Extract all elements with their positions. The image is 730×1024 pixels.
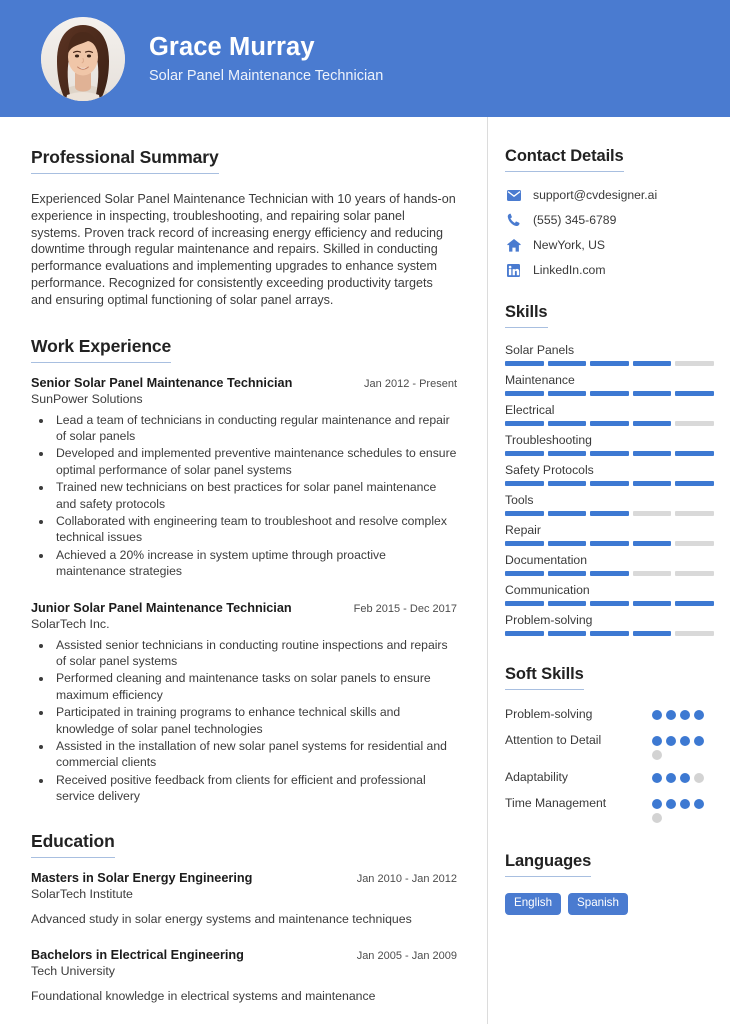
skill-item	[505, 373, 714, 396]
main-column	[0, 117, 488, 1024]
work-bullet: • Lead a team of technicians in conducting regular maintenance and repair of solar panels	[53, 412, 457, 445]
soft-skill-dot	[694, 736, 704, 746]
soft-skill-dot	[666, 710, 676, 720]
skill-level-bar	[505, 421, 714, 426]
soft-skill-dot	[652, 813, 662, 823]
skill-label: Documentation	[505, 553, 587, 567]
header-text	[149, 33, 383, 83]
skill-segment	[505, 631, 544, 636]
work-date: Jan 2012 - Present	[364, 377, 457, 390]
skill-label: Electrical	[505, 403, 555, 417]
skill-segment	[633, 601, 672, 606]
soft-skill-label: Adaptability	[505, 770, 569, 784]
education-school: Tech University	[31, 963, 116, 978]
skill-segment	[590, 361, 629, 366]
soft-skill-dot	[680, 710, 690, 720]
education-school: SolarTech Institute	[31, 886, 133, 901]
soft-skill-item	[505, 768, 714, 786]
skill-item	[505, 493, 714, 516]
soft-skill-dot	[666, 799, 676, 809]
skill-segment	[633, 631, 672, 636]
skill-label: Safety Protocols	[505, 463, 594, 477]
soft-skill-dot	[652, 736, 662, 746]
soft-skill-dot	[680, 773, 690, 783]
skill-segment	[548, 511, 587, 516]
education-entry-list	[31, 871, 457, 1004]
skill-level-bar	[505, 631, 714, 636]
education-degree: Bachelors in Electrical Engineering	[31, 947, 244, 962]
contact-item[interactable]	[505, 213, 714, 227]
envelope-icon	[505, 190, 522, 201]
skill-item	[505, 403, 714, 426]
skill-level-bar	[505, 481, 714, 486]
skill-label: Repair	[505, 523, 541, 537]
section-heading-languages: Languages	[505, 852, 591, 877]
skill-label: Communication	[505, 583, 590, 597]
soft-skill-rating	[652, 794, 714, 823]
skill-segment	[590, 541, 629, 546]
soft-skill-dot	[694, 799, 704, 809]
education-entry-header	[31, 948, 457, 962]
skill-level-bar	[505, 601, 714, 606]
skill-label: Maintenance	[505, 373, 575, 387]
skill-segment	[505, 601, 544, 606]
section-heading-skills: Skills	[505, 303, 548, 328]
soft-skill-dot	[652, 750, 662, 760]
section-heading-contact: Contact Details	[505, 147, 624, 172]
skill-item	[505, 583, 714, 606]
work-entry-list	[31, 376, 457, 805]
skill-segment	[675, 601, 714, 606]
education-description: Advanced study in solar energy systems and maintenance techniques	[31, 911, 412, 926]
skill-segment	[633, 361, 672, 366]
skill-label: Solar Panels	[505, 343, 575, 357]
soft-skill-dot	[680, 736, 690, 746]
soft-skill-dot	[652, 799, 662, 809]
work-role: Senior Solar Panel Maintenance Technician	[31, 375, 293, 390]
section-work-experience	[31, 336, 457, 805]
section-education	[31, 831, 457, 1004]
skill-segment	[590, 601, 629, 606]
resume-header	[0, 0, 730, 117]
linkedin-icon	[505, 264, 522, 277]
contact-value: (555) 345-6789	[533, 213, 617, 227]
skill-segment	[505, 481, 544, 486]
contact-item[interactable]	[505, 238, 714, 252]
soft-skill-dot	[694, 710, 704, 720]
soft-skill-dot	[652, 710, 662, 720]
soft-skill-item	[505, 794, 714, 823]
skill-label: Tools	[505, 493, 534, 507]
section-heading-work: Work Experience	[31, 336, 171, 363]
skills-list	[505, 343, 714, 636]
skill-segment	[675, 511, 714, 516]
skill-segment	[590, 421, 629, 426]
skill-item	[505, 433, 714, 456]
language-chip-list	[505, 893, 714, 915]
work-bullet: • Received positive feedback from clients for efficient and professional service delivery	[53, 772, 457, 805]
avatar-photo	[41, 17, 125, 101]
skill-segment	[590, 391, 629, 396]
work-bullet: • Assisted in the installation of new solar panel systems for residential and commercial clients	[53, 738, 457, 771]
section-contact-details	[505, 147, 714, 277]
work-bullet-list	[31, 412, 457, 580]
skill-segment	[590, 631, 629, 636]
education-degree: Masters in Solar Energy Engineering	[31, 870, 253, 885]
section-heading-summary: Professional Summary	[31, 147, 219, 174]
skill-segment	[548, 421, 587, 426]
section-heading-soft-skills: Soft Skills	[505, 665, 584, 690]
contact-value: support@cvdesigner.ai	[533, 188, 658, 202]
soft-skill-label: Attention to Detail	[505, 733, 602, 747]
soft-skill-dot	[694, 773, 704, 783]
work-date: Feb 2015 - Dec 2017	[353, 602, 457, 615]
skill-level-bar	[505, 361, 714, 366]
skill-label: Problem-solving	[505, 613, 593, 627]
soft-skill-rating	[652, 768, 714, 783]
skill-segment	[590, 481, 629, 486]
skill-segment	[548, 451, 587, 456]
resume-body	[0, 117, 730, 1024]
soft-skill-rating	[652, 705, 714, 720]
skill-segment	[548, 391, 587, 396]
contact-item[interactable]	[505, 188, 714, 202]
skill-segment	[633, 571, 672, 576]
section-languages	[505, 852, 714, 915]
soft-skill-dot	[652, 773, 662, 783]
language-chip: Spanish	[568, 893, 628, 915]
skill-segment	[548, 541, 587, 546]
skill-segment	[505, 391, 544, 396]
education-date: Jan 2010 - Jan 2012	[356, 872, 457, 885]
language-chip: English	[505, 893, 561, 915]
work-bullet: • Trained new technicians on best practices for solar panel maintenance and safety protocols	[53, 479, 457, 512]
skill-segment	[675, 451, 714, 456]
education-entry	[31, 871, 457, 927]
skill-segment	[505, 571, 544, 576]
education-entry	[31, 948, 457, 1004]
skill-segment	[505, 511, 544, 516]
contact-value: NewYork, US	[533, 238, 606, 252]
work-company: SunPower Solutions	[31, 391, 143, 406]
education-entry-header	[31, 871, 457, 885]
skill-segment	[505, 421, 544, 426]
skill-segment	[633, 391, 672, 396]
skill-segment	[675, 541, 714, 546]
work-entry-header	[31, 376, 457, 390]
soft-skill-rating	[652, 731, 714, 760]
skill-segment	[633, 451, 672, 456]
work-entry	[31, 601, 457, 805]
work-company: SolarTech Inc.	[31, 616, 110, 631]
work-bullet: • Developed and implemented preventive maintenance schedules to ensure optimal performance of solar panel systems	[53, 445, 457, 478]
skill-segment	[590, 511, 629, 516]
soft-skill-item	[505, 705, 714, 723]
skill-segment	[505, 541, 544, 546]
soft-skill-item	[505, 731, 714, 760]
skill-level-bar	[505, 571, 714, 576]
section-professional-summary	[31, 147, 457, 309]
work-entry-header	[31, 601, 457, 615]
work-bullet: • Collaborated with engineering team to troubleshoot and resolve complex technical issues	[53, 513, 457, 546]
soft-skill-dot	[680, 799, 690, 809]
phone-icon	[505, 213, 522, 227]
summary-text: Experienced Solar Panel Maintenance Technician with 10 years of hands-on experience in inspecting, troubleshooting, and repairing solar panel systems. Proven track record of increasing energy efficiency and reducing downtime through regular maintenance and repairs. Skilled in conducting performance evaluations and implementing upgrades to enhance system performance. Recognized for consistently exceeding productivity targets and ensuring optimal functioning of solar panel arrays.	[31, 192, 456, 307]
education-date: Jan 2005 - Jan 2009	[356, 949, 457, 962]
work-bullet: • Assisted senior technicians in conducting routine inspections and repairs of solar panel systems	[53, 637, 457, 670]
skill-level-bar	[505, 511, 714, 516]
avatar	[41, 17, 125, 101]
contact-item[interactable]	[505, 263, 714, 277]
work-bullet: • Achieved a 20% increase in system uptime through proactive maintenance strategies	[53, 547, 457, 580]
skill-segment	[505, 361, 544, 366]
skill-level-bar	[505, 541, 714, 546]
skill-item	[505, 523, 714, 546]
education-description: Foundational knowledge in electrical systems and maintenance	[31, 988, 376, 1003]
skill-segment	[590, 571, 629, 576]
home-icon	[505, 239, 522, 252]
work-role: Junior Solar Panel Maintenance Technician	[31, 600, 292, 615]
work-entry	[31, 376, 457, 580]
skill-segment	[675, 391, 714, 396]
section-skills	[505, 303, 714, 636]
work-bullet-list	[31, 637, 457, 805]
skill-segment	[675, 631, 714, 636]
soft-skill-label: Time Management	[505, 796, 607, 810]
sidebar-column	[488, 117, 730, 1024]
skill-segment	[675, 421, 714, 426]
skill-segment	[633, 421, 672, 426]
skill-segment	[675, 361, 714, 366]
section-soft-skills	[505, 665, 714, 823]
work-bullet: • Participated in training programs to enhance technical skills and knowledge of solar panel technologies	[53, 704, 457, 737]
work-bullet: • Performed cleaning and maintenance tasks on solar panels to ensure maximum efficiency	[53, 670, 457, 703]
candidate-name: Grace Murray	[149, 33, 315, 62]
skill-segment	[633, 511, 672, 516]
section-heading-education: Education	[31, 831, 115, 858]
skill-item	[505, 613, 714, 636]
skill-segment	[633, 541, 672, 546]
skill-segment	[590, 451, 629, 456]
skill-segment	[548, 481, 587, 486]
skill-item	[505, 463, 714, 486]
soft-skill-label: Problem-solving	[505, 707, 593, 721]
candidate-job-title: Solar Panel Maintenance Technician	[149, 67, 384, 84]
skill-segment	[548, 361, 587, 366]
skill-segment	[548, 601, 587, 606]
skill-segment	[675, 481, 714, 486]
contact-value: LinkedIn.com	[533, 263, 606, 277]
skill-segment	[633, 481, 672, 486]
contact-list	[505, 188, 714, 277]
skill-segment	[505, 451, 544, 456]
soft-skill-dot	[666, 736, 676, 746]
skill-segment	[548, 571, 587, 576]
skill-label: Troubleshooting	[505, 433, 592, 447]
skill-segment	[675, 571, 714, 576]
soft-skills-list	[505, 705, 714, 823]
skill-segment	[548, 631, 587, 636]
skill-level-bar	[505, 451, 714, 456]
skill-level-bar	[505, 391, 714, 396]
soft-skill-dot	[666, 773, 676, 783]
skill-item	[505, 553, 714, 576]
skill-item	[505, 343, 714, 366]
